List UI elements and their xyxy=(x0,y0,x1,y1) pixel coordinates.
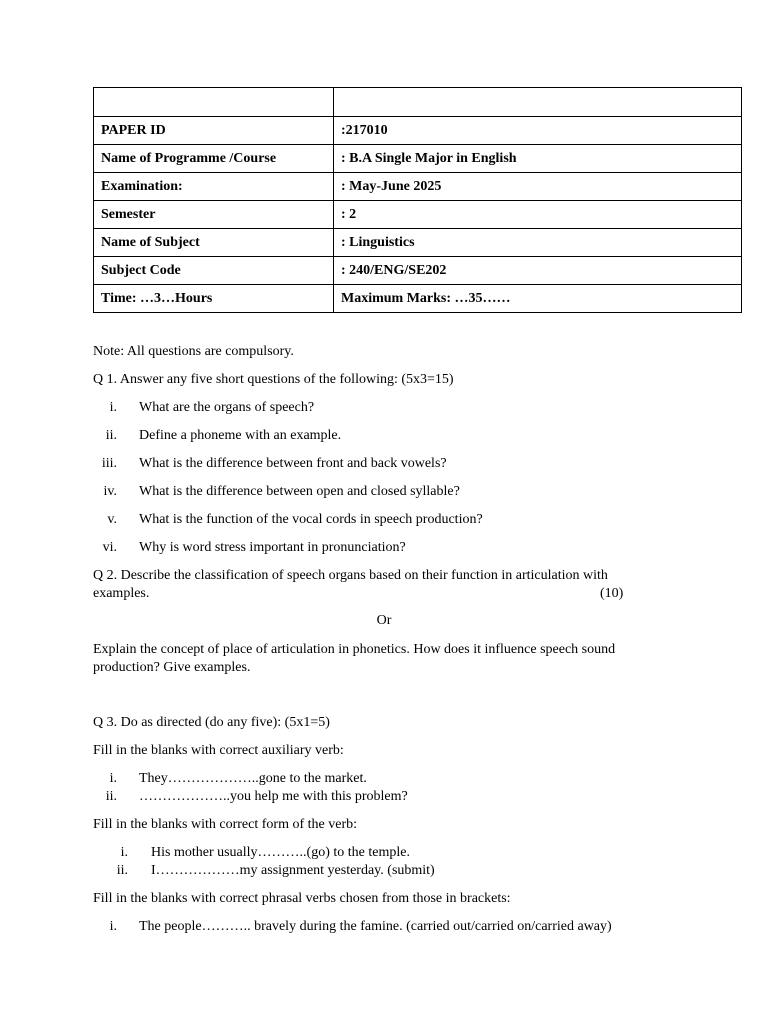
section-title: Fill in the blanks with correct phrasal verbs chosen from those in brackets: xyxy=(93,891,511,906)
table-cell-label: PAPER ID xyxy=(94,117,334,145)
table-row xyxy=(94,201,742,229)
table-cell-label: Time: …3…Hours xyxy=(94,285,334,313)
table-row xyxy=(94,117,742,145)
table-cell-label: Name of Subject xyxy=(94,229,334,257)
list-item-text: Define a phoneme with an example. xyxy=(139,428,342,443)
or-separator: Or xyxy=(376,613,392,628)
list-item-number: i. xyxy=(109,400,117,415)
table-cell-value: :217010 xyxy=(334,117,742,145)
paper-details-table xyxy=(93,87,742,313)
table-row xyxy=(94,229,742,257)
list-item-number: i. xyxy=(120,845,128,860)
table-row xyxy=(94,88,742,117)
table-cell-label: Name of Programme /Course xyxy=(94,145,334,173)
list-item-number: i. xyxy=(109,771,117,786)
table-cell-label xyxy=(94,88,334,117)
list-item-text: Why is word stress important in pronunciation? xyxy=(139,540,406,555)
list-item-number: vi. xyxy=(102,540,117,555)
list-item-text: What is the function of the vocal cords in speech production? xyxy=(139,512,483,527)
list-item-number: ii. xyxy=(105,428,117,443)
table-cell-value: : Linguistics xyxy=(334,229,742,257)
list-item-text: ………………..you help me with this problem? xyxy=(139,789,408,804)
table-cell-value xyxy=(334,88,742,117)
q2-marks: (10) xyxy=(600,586,624,601)
table-cell-value: Maximum Marks: …35…… xyxy=(334,285,742,313)
list-item-text: What are the organs of speech? xyxy=(139,400,315,415)
q2-question-line: Q 2. Describe the classification of speech organs based on their function in articulation with xyxy=(93,568,608,583)
q2-question-text: examples. xyxy=(93,586,150,601)
q2-alt-question-line: Explain the concept of place of articulation in phonetics. How does it influence speech sound xyxy=(93,642,616,657)
table-row xyxy=(94,285,742,313)
list-item-text: His mother usually………..(go) to the temple. xyxy=(151,845,410,860)
q1-heading: Q 1. Answer any five short questions of the following: (5x3=15) xyxy=(93,372,454,387)
list-item-number: iii. xyxy=(101,456,117,471)
list-item-text: I………………my assignment yesterday. (submit) xyxy=(151,863,435,878)
list-item-number: v. xyxy=(107,512,117,527)
table-cell-value: : 240/ENG/SE202 xyxy=(334,257,742,285)
table-cell-label: Semester xyxy=(94,201,334,229)
list-item-text: What is the difference between front and back vowels? xyxy=(139,456,447,471)
table-cell-value: : May-June 2025 xyxy=(334,173,742,201)
list-item-text: They………………..gone to the market. xyxy=(139,771,367,786)
section-title: Fill in the blanks with correct form of the verb: xyxy=(93,817,357,832)
table-cell-label: Subject Code xyxy=(94,257,334,285)
note-text: Note: All questions are compulsory. xyxy=(93,344,294,359)
list-item-number: i. xyxy=(109,919,117,934)
table-row xyxy=(94,257,742,285)
section-title: Fill in the blanks with correct auxiliary verb: xyxy=(93,743,344,758)
list-item-text: What is the difference between open and closed syllable? xyxy=(139,484,460,499)
list-item-number: ii. xyxy=(116,863,128,878)
q3-heading: Q 3. Do as directed (do any five): (5x1=5) xyxy=(93,715,330,730)
table-row xyxy=(94,145,742,173)
table-cell-label: Examination: xyxy=(94,173,334,201)
list-item-number: ii. xyxy=(105,789,117,804)
table-cell-value: : 2 xyxy=(334,201,742,229)
table-cell-value: : B.A Single Major in English xyxy=(334,145,742,173)
list-item-number: iv. xyxy=(103,484,117,499)
q2-alt-question-line-2: production? Give examples. xyxy=(93,660,251,675)
table-row xyxy=(94,173,742,201)
list-item-text: The people……….. bravely during the famine. (carried out/carried on/carried away) xyxy=(139,919,612,934)
